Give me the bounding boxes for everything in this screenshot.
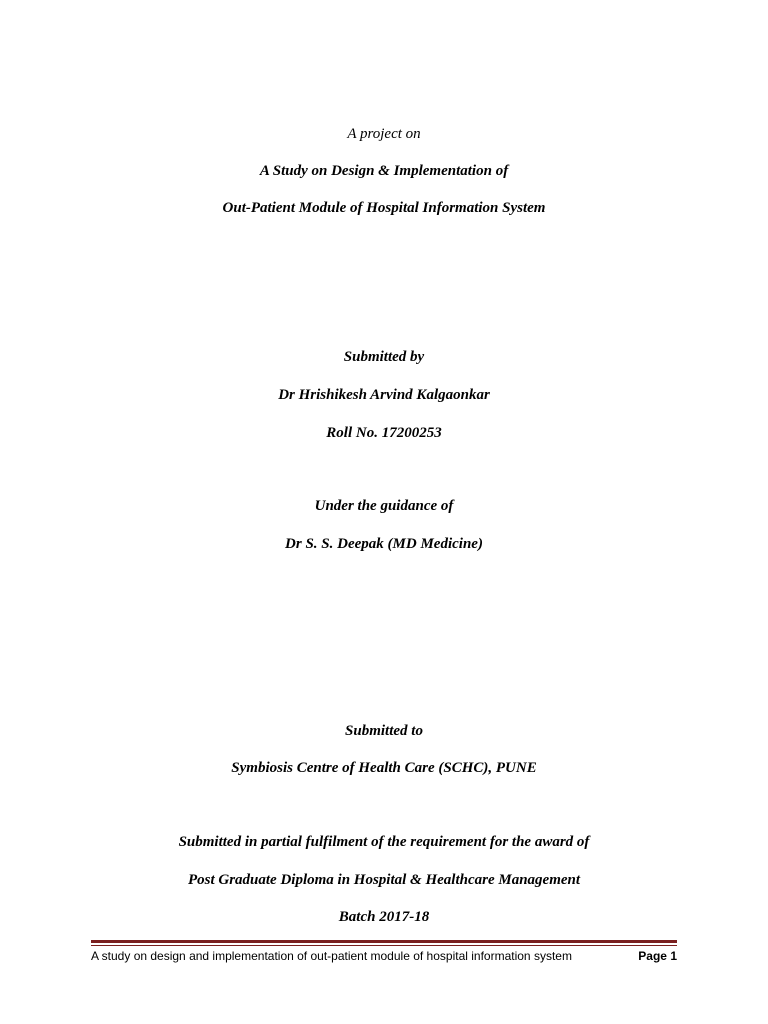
intro-text: A project on: [347, 126, 421, 142]
fulfilment-text: Submitted in partial fulfilment of the requirement for the award of: [178, 834, 590, 850]
submitted-by-label: Submitted by: [343, 349, 425, 365]
guidance-label: Under the guidance of: [314, 498, 454, 514]
title-line-1: A Study on Design & Implementation of: [259, 163, 509, 179]
roll-number: Roll No. 17200253: [326, 425, 442, 441]
footer-rule-thin: [91, 945, 677, 946]
footer-rule-thick: [91, 940, 677, 943]
author-name: Dr Hrishikesh Arvind Kalgaonkar: [278, 387, 490, 403]
title-line-2: Out-Patient Module of Hospital Information System: [222, 200, 546, 216]
footer-text: A study on design and implementation of out-patient module of hospital information system: [91, 949, 572, 963]
guide-name: Dr S. S. Deepak (MD Medicine): [285, 536, 483, 552]
batch-text: Batch 2017-18: [338, 909, 430, 925]
page-number: Page 1: [638, 949, 677, 963]
submitted-to-label: Submitted to: [345, 723, 423, 739]
page-footer: [91, 948, 677, 964]
institution-name: Symbiosis Centre of Health Care (SCHC), PUNE: [231, 760, 537, 776]
diploma-name: Post Graduate Diploma in Hospital & Healthcare Management: [187, 872, 581, 888]
